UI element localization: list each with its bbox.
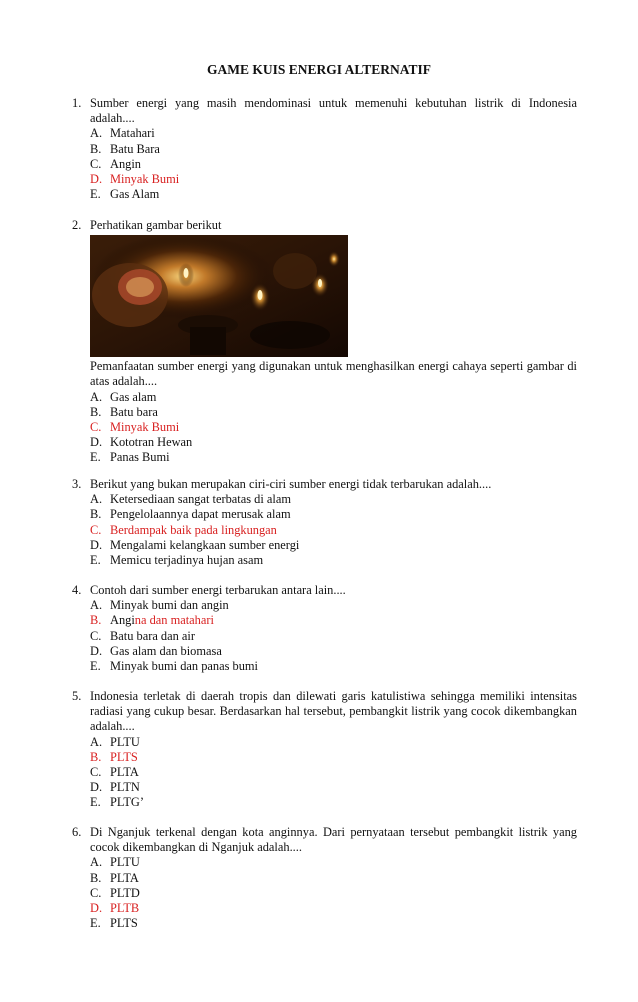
option-e (90, 916, 577, 931)
answer-options (90, 492, 577, 568)
option-a (90, 735, 577, 750)
option-a (90, 492, 577, 507)
option-letter: B. (90, 404, 102, 419)
option-letter: E. (90, 795, 101, 810)
option-d (90, 780, 577, 795)
question-4 (72, 583, 577, 674)
question-number: 1. (72, 96, 82, 110)
option-letter: C. (90, 885, 102, 900)
option-text: Minyak Bumi (110, 420, 180, 435)
option-d (90, 538, 577, 553)
question-text: Indonesia terletak di daerah tropis dan dilewati garis katulistiwa sehingga memiliki intensitas radiasi yang cukup besar. Berdasarkan hal tersebut, pembangkit listrik yang cocok dikembangkan adalah.... (90, 689, 577, 734)
option-letter: A. (90, 126, 103, 141)
option-text: Minyak Bumi (110, 172, 180, 187)
option-b-correct (90, 750, 577, 765)
answer-options (90, 126, 577, 202)
option-text: PLTU (110, 855, 140, 870)
option-letter: E. (90, 450, 101, 465)
option-letter: D. (90, 901, 103, 916)
option-text: Ketersediaan sangat terbatas di alam (110, 492, 291, 507)
option-text: Angin (110, 156, 141, 171)
option-text-plain: Angi (110, 613, 135, 628)
question-text: Di Nganjuk terkenal dengan kota anginnya. Dari pernyataan tersebut pembangkit listrik yang cocok dikembangkan di Nganjuk adalah.... (90, 825, 577, 855)
option-text: PLTN (110, 780, 140, 795)
option-b (90, 871, 577, 886)
option-c-correct (90, 420, 577, 435)
question-number: 2. (72, 218, 82, 232)
option-letter: C. (90, 156, 102, 171)
option-text: Kototran Hewan (110, 435, 193, 450)
option-c (90, 629, 577, 644)
option-letter: A. (90, 389, 103, 404)
question-2 (72, 218, 577, 466)
option-letter: A. (90, 855, 103, 870)
oil-lamps-photo (90, 235, 348, 357)
option-c-correct (90, 523, 577, 538)
answer-options (90, 735, 577, 811)
question-3 (72, 477, 577, 568)
option-e (90, 450, 577, 465)
option-letter: D. (90, 435, 103, 450)
option-text: PLTG’ (110, 795, 144, 810)
option-e (90, 553, 577, 568)
option-a (90, 126, 577, 141)
option-letter: D. (90, 643, 103, 658)
option-text-highlight: na dan matahari (134, 613, 214, 628)
question-text: Perhatikan gambar berikut (90, 218, 222, 232)
answer-options (90, 598, 577, 674)
question-text: Berikut yang bukan merupakan ciri-ciri sumber energi tidak terbarukan adalah.... (90, 477, 492, 491)
answer-options (90, 855, 577, 931)
option-d (90, 435, 577, 450)
question-5 (72, 689, 577, 811)
option-c (90, 886, 577, 901)
option-text: PLTS (110, 749, 138, 764)
option-d-correct (90, 172, 577, 187)
option-b (90, 405, 577, 420)
option-a (90, 598, 577, 613)
option-text: PLTA (110, 870, 139, 885)
option-text: Batu Bara (110, 141, 160, 156)
option-text (110, 613, 214, 628)
option-text: Memicu terjadinya hujan asam (110, 553, 264, 568)
option-text: PLTA (110, 765, 139, 780)
option-b (90, 142, 577, 157)
option-c (90, 157, 577, 172)
option-letter: C. (90, 765, 102, 780)
option-text: Gas Alam (110, 187, 160, 202)
option-e (90, 659, 577, 674)
option-text: PLTU (110, 734, 140, 749)
option-text: Minyak bumi dan panas bumi (110, 659, 258, 674)
option-text: Batu bara (110, 404, 158, 419)
option-letter: C. (90, 420, 102, 435)
option-letter: B. (90, 870, 102, 885)
option-text: Matahari (110, 126, 155, 141)
option-text: Pengelolaannya dapat merusak alam (110, 507, 291, 522)
option-text: PLTB (110, 901, 140, 916)
question-6 (72, 825, 577, 931)
option-b (90, 507, 577, 522)
option-text: PLTD (110, 885, 140, 900)
option-letter: B. (90, 613, 102, 628)
question-text-after-image: Pemanfaatan sumber energi yang digunakan untuk menghasilkan energi cahaya seperti gambar di atas adalah.... (90, 359, 577, 389)
option-text: Berdampak baik pada lingkungan (110, 522, 277, 537)
option-letter: C. (90, 522, 102, 537)
option-letter: D. (90, 537, 103, 552)
option-text: Gas alam dan biomasa (110, 643, 222, 658)
option-letter: D. (90, 172, 103, 187)
option-text: Gas alam (110, 389, 157, 404)
option-letter: E. (90, 916, 101, 931)
option-text: Mengalami kelangkaan sumber energi (110, 537, 300, 552)
question-number: 4. (72, 583, 82, 597)
option-letter: B. (90, 507, 102, 522)
question-number: 3. (72, 477, 82, 491)
option-text: Batu bara dan air (110, 628, 195, 643)
option-e (90, 187, 577, 202)
option-d-correct (90, 901, 577, 916)
option-a (90, 390, 577, 405)
option-text: Minyak bumi dan angin (110, 598, 229, 613)
question-1 (72, 96, 577, 202)
option-letter: A. (90, 734, 103, 749)
question-text: Sumber energi yang masih mendominasi untuk memenuhi kebutuhan listrik di Indonesia adalah.... (90, 96, 577, 126)
option-letter: E. (90, 659, 101, 674)
page-title: GAME KUIS ENERGI ALTERNATIF (207, 62, 431, 77)
question-number: 5. (72, 689, 82, 703)
option-letter: D. (90, 780, 103, 795)
option-c (90, 765, 577, 780)
option-letter: A. (90, 598, 103, 613)
option-e (90, 795, 577, 810)
option-b-correct (90, 613, 577, 628)
option-letter: B. (90, 749, 102, 764)
option-letter: A. (90, 492, 103, 507)
question-number: 6. (72, 825, 82, 839)
option-letter: E. (90, 187, 101, 202)
option-text: Panas Bumi (110, 450, 170, 465)
option-letter: E. (90, 553, 101, 568)
option-text: PLTS (110, 916, 138, 931)
question-text: Contoh dari sumber energi terbarukan antara lain.... (90, 583, 346, 597)
answer-options (90, 390, 577, 466)
option-d (90, 644, 577, 659)
option-letter: C. (90, 628, 102, 643)
option-a (90, 855, 577, 870)
option-letter: B. (90, 141, 102, 156)
